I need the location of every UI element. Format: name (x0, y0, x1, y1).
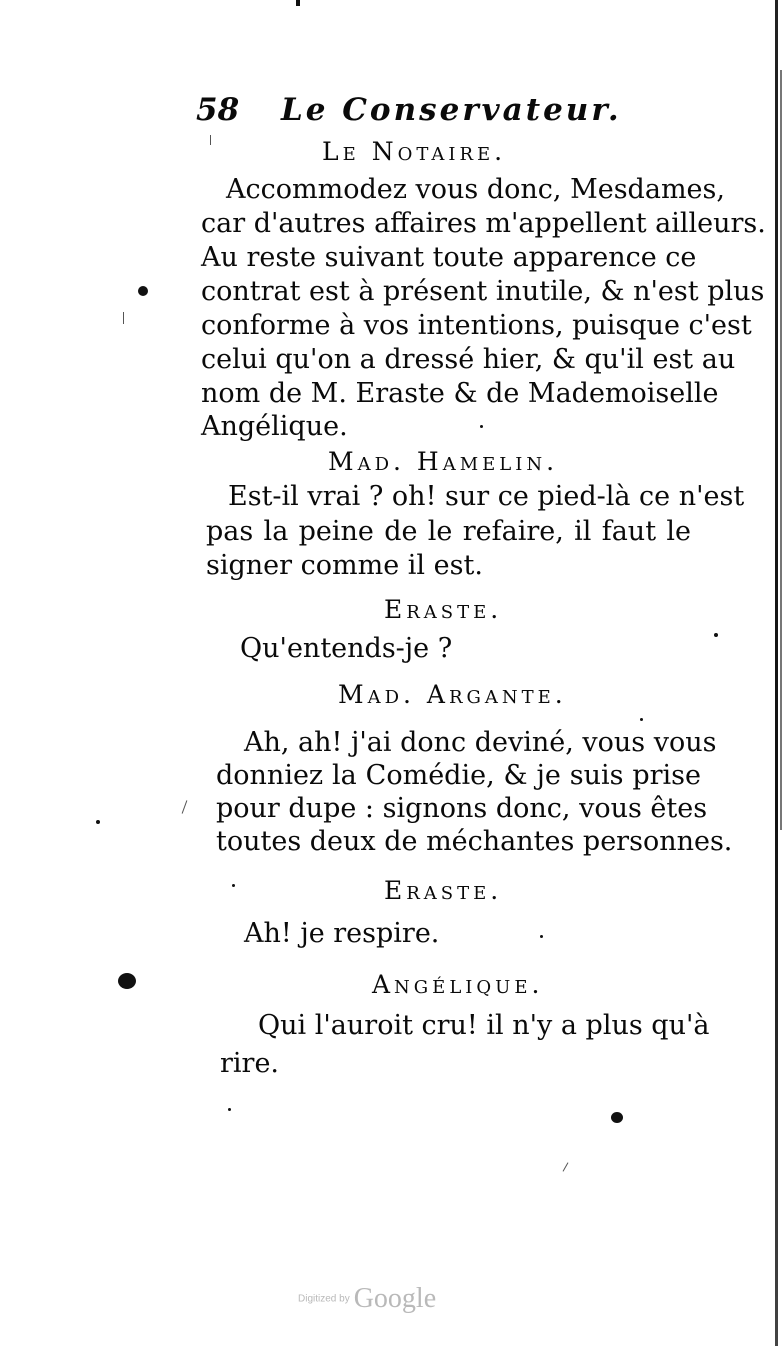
page-number: 58 (196, 92, 240, 128)
speaker-heading: Le Notaire. (322, 137, 507, 166)
text-line: Angélique. (201, 411, 348, 442)
digitization-watermark (298, 1283, 436, 1315)
speaker-heading: Eraste. (384, 876, 503, 905)
text-line: celui qu'on a dressé hier, & qu'il est au (201, 344, 736, 375)
ink-speck (228, 1108, 231, 1111)
text-line: Ah, ah! j'ai donc deviné, vous vous (244, 727, 717, 758)
text-line: Qu'entends-je ? (240, 633, 453, 664)
text-line: signer comme il est. (206, 550, 483, 581)
ink-speck (640, 718, 643, 721)
speaker-heading: Mad. Hamelin. (328, 447, 559, 476)
text-line: Au reste suivant toute apparence ce (201, 242, 697, 273)
text-line: car d'autres affaires m'appellent ailleurs. (201, 208, 766, 239)
text-line: pour dupe : signons donc, vous êtes (216, 793, 708, 824)
running-head (196, 92, 622, 128)
ink-speck (540, 935, 543, 938)
speaker-heading: Angélique. (372, 970, 544, 999)
text-line: Qui l'auroit cru! il n'y a plus qu'à (258, 1010, 710, 1041)
text-line: toutes deux de méchantes personnes. (216, 826, 733, 857)
ink-speck (138, 286, 148, 296)
text-line: contrat est à présent inutile, & n'est plus (201, 276, 765, 307)
ink-speck (714, 633, 718, 637)
text-line: Accommodez vous donc, Mesdames, (226, 174, 725, 205)
scan-mark (123, 312, 124, 324)
text-line: donniez la Comédie, & je suis prise (216, 760, 701, 791)
scan-mark (210, 135, 211, 145)
ink-speck (118, 973, 136, 989)
ink-speck (611, 1112, 623, 1123)
scan-mark (182, 800, 188, 813)
text-line: Ah! je respire. (244, 918, 440, 949)
text-line: nom de M. Eraste & de Mademoiselle (201, 378, 719, 409)
watermark-prefix: Digitized by (298, 1293, 350, 1305)
page-binding-edge (775, 0, 778, 1346)
book-title: Le Conservateur. (280, 92, 622, 128)
page-edge-mark (296, 0, 300, 6)
ink-speck (232, 884, 235, 887)
speaker-heading: Mad. Argante. (338, 680, 567, 709)
text-line: rire. (220, 1048, 280, 1079)
ink-speck (96, 820, 100, 824)
text-line: conforme à vos intentions, puisque c'est (201, 310, 752, 341)
speaker-heading: Eraste. (384, 595, 503, 624)
ink-speck (480, 425, 483, 428)
scan-mark (563, 1162, 569, 1171)
watermark-brand: Google (353, 1283, 437, 1314)
text-line: pas la peine de le refaire, il faut le (206, 516, 691, 547)
text-line: Est-il vrai ? oh! sur ce pied-là ce n'est (228, 481, 745, 512)
